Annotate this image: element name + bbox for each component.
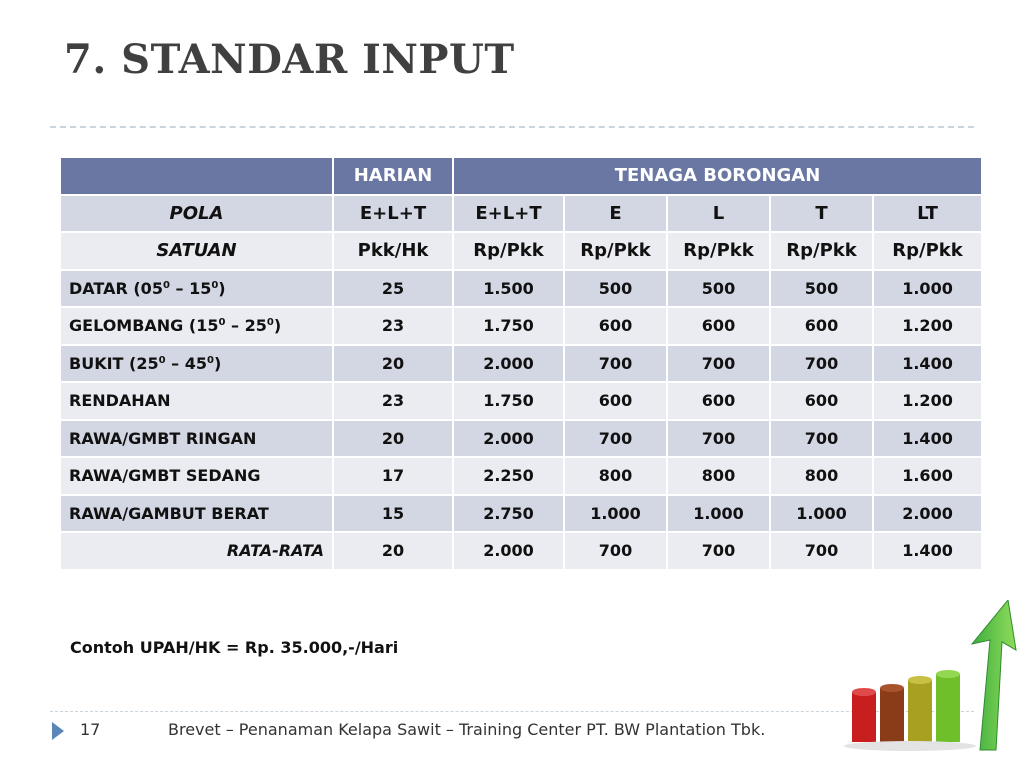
satuan-cell: Rp/Pkk: [667, 232, 770, 270]
satuan-cell: Rp/Pkk: [453, 232, 564, 270]
header-tenaga-borongan: TENAGA BORONGAN: [453, 157, 982, 195]
satuan-label: SATUAN: [60, 232, 333, 270]
table-cell: 1.600: [873, 457, 982, 495]
table-cell: 500: [770, 270, 873, 308]
row-label: RAWA/GAMBUT BERAT: [60, 495, 333, 533]
table-cell: 800: [564, 457, 667, 495]
satuan-cell: Rp/Pkk: [770, 232, 873, 270]
table-row: [60, 307, 982, 345]
pola-cell: E: [564, 195, 667, 233]
table-cell: 20: [333, 345, 453, 383]
pola-row: [60, 195, 982, 233]
table-cell: 700: [564, 532, 667, 570]
table-cell: 700: [667, 345, 770, 383]
table-cell: 600: [667, 382, 770, 420]
table-row: [60, 345, 982, 383]
row-label: RAWA/GMBT RINGAN: [60, 420, 333, 458]
table-cell: 1.400: [873, 420, 982, 458]
table-cell: 20: [333, 532, 453, 570]
table-cell: 17: [333, 457, 453, 495]
row-label: RAWA/GMBT SEDANG: [60, 457, 333, 495]
table-cell: 500: [667, 270, 770, 308]
header-blank-cell: [60, 157, 333, 195]
table-cell: 800: [770, 457, 873, 495]
table-cell: 700: [770, 345, 873, 383]
table-cell: 23: [333, 382, 453, 420]
satuan-cell: Rp/Pkk: [564, 232, 667, 270]
table-cell: 1.200: [873, 307, 982, 345]
slide-title: 7. STANDAR INPUT: [64, 36, 515, 83]
table-cell: 800: [667, 457, 770, 495]
table-cell: 1.400: [873, 532, 982, 570]
table-cell: 700: [667, 532, 770, 570]
row-label: GELOMBANG $(15^0 - 25^0)$: [60, 307, 333, 345]
bar-chart-arrow-icon: [840, 600, 1020, 760]
row-label: BUKIT $(25^0 - 45^0)$: [60, 345, 333, 383]
title-divider: [50, 126, 974, 128]
table-group-header-row: [60, 157, 982, 195]
average-row: [60, 532, 982, 570]
page-number: 17: [80, 720, 101, 739]
table-cell: 700: [564, 420, 667, 458]
table-cell: 2.000: [873, 495, 982, 533]
table-cell: 1.000: [770, 495, 873, 533]
table-cell: 23: [333, 307, 453, 345]
table-row: [60, 457, 982, 495]
row-label: RENDAHAN: [60, 382, 333, 420]
table-cell: 700: [667, 420, 770, 458]
pola-cell: E+L+T: [453, 195, 564, 233]
footer-text: Brevet – Penanaman Kelapa Sawit – Training Center PT. BW Plantation Tbk.: [168, 720, 766, 739]
satuan-cell: Pkk/Hk: [333, 232, 453, 270]
table-cell: 1.000: [873, 270, 982, 308]
table-cell: 15: [333, 495, 453, 533]
pola-label: POLA: [60, 195, 333, 233]
table-cell: 1.750: [453, 382, 564, 420]
table-cell: 20: [333, 420, 453, 458]
table-row: [60, 382, 982, 420]
table-row: [60, 420, 982, 458]
pola-cell: LT: [873, 195, 982, 233]
table-row: [60, 495, 982, 533]
table-cell: 700: [564, 345, 667, 383]
table-cell: 25: [333, 270, 453, 308]
average-label: RATA-RATA: [60, 532, 333, 570]
standard-input-table: [59, 156, 983, 571]
table-cell: 1.500: [453, 270, 564, 308]
table-cell: 600: [770, 307, 873, 345]
satuan-cell: Rp/Pkk: [873, 232, 982, 270]
table-cell: 2.000: [453, 420, 564, 458]
footer-divider: [50, 711, 974, 712]
pola-cell: L: [667, 195, 770, 233]
row-label: DATAR $(05^0 - 15^0)$: [60, 270, 333, 308]
table-cell: 1.750: [453, 307, 564, 345]
table-cell: 2.000: [453, 345, 564, 383]
wage-note: Contoh UPAH/HK = Rp. 35.000,-/Hari: [70, 638, 399, 657]
table-cell: 2.750: [453, 495, 564, 533]
table-cell: 700: [770, 420, 873, 458]
table-cell: 600: [564, 307, 667, 345]
pola-cell: E+L+T: [333, 195, 453, 233]
pola-cell: T: [770, 195, 873, 233]
triangle-right-icon: [52, 722, 64, 740]
table-cell: 600: [564, 382, 667, 420]
table-cell: 1.400: [873, 345, 982, 383]
table-cell: 600: [770, 382, 873, 420]
table-row: [60, 270, 982, 308]
table-cell: 1.000: [564, 495, 667, 533]
table-cell: 500: [564, 270, 667, 308]
table-cell: 2.250: [453, 457, 564, 495]
table-cell: 600: [667, 307, 770, 345]
table-cell: 1.000: [667, 495, 770, 533]
table-cell: 2.000: [453, 532, 564, 570]
header-harian: HARIAN: [333, 157, 453, 195]
table-cell: 1.200: [873, 382, 982, 420]
table-cell: 700: [770, 532, 873, 570]
satuan-row: [60, 232, 982, 270]
